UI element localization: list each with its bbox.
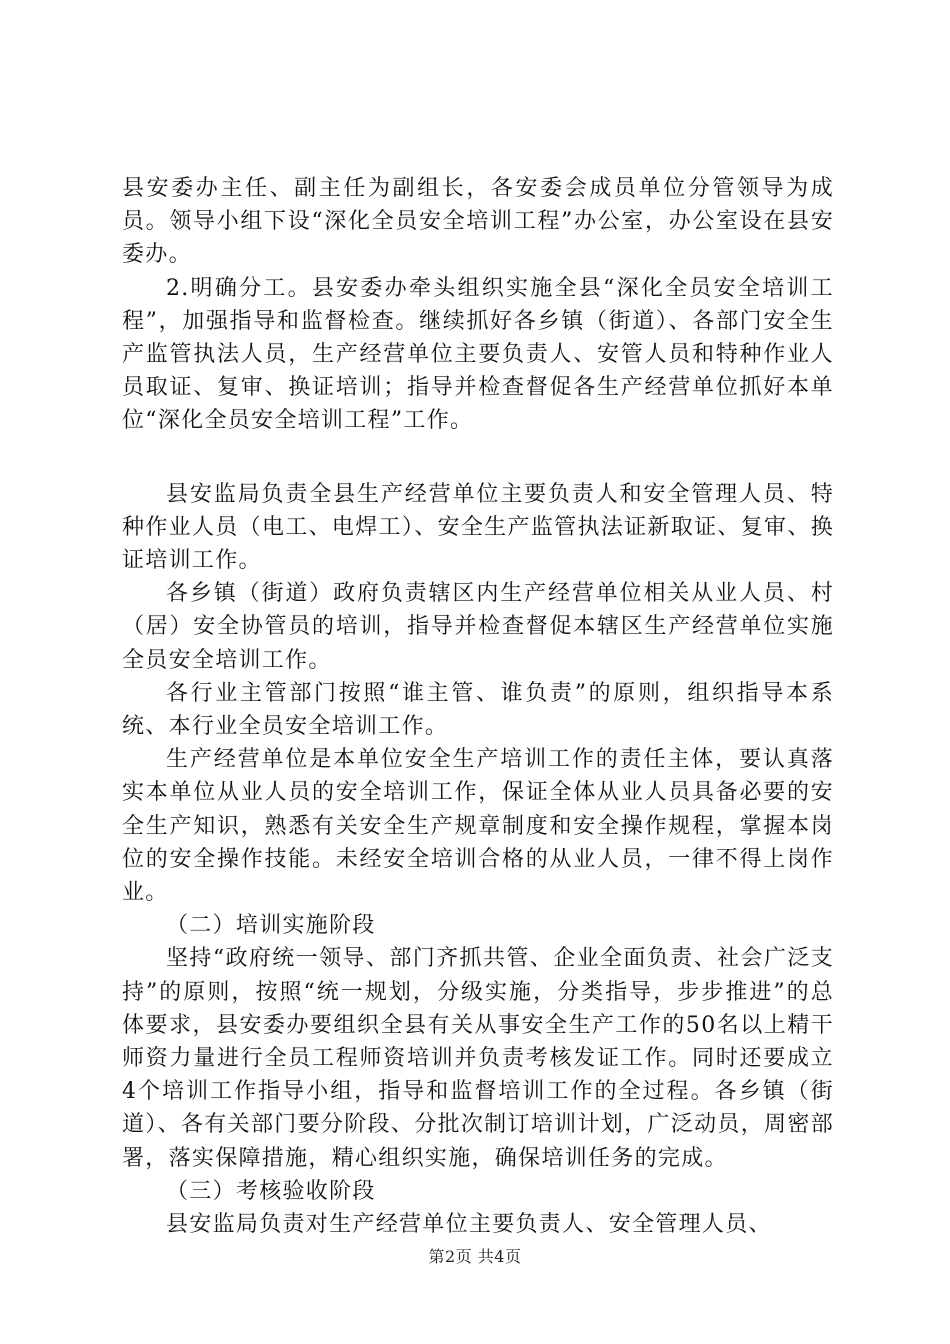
- page-number-footer: 第2页 共4页: [428, 1247, 522, 1266]
- paragraph-industry-department-duties: 各行业主管部门按照“谁主管、谁负责”的原则，组织指导本系统、本行业全员安全培训工作。: [122, 680, 834, 740]
- paragraph-safety-bureau-duties: 县安监局负责全县生产经营单位主要负责人和安全管理人员、特种作业人员（电工、电焊工）、安全生产监管执法证新取证、复审、换证培训工作。: [122, 481, 834, 574]
- paragraph-assessment-acceptance: 县安监局负责对生产经营单位主要负责人、安全管理人员、: [166, 1212, 772, 1238]
- paragraph-leading-group-members: 县安委办主任、副主任为副组长，各安委会成员单位分管领导为成员。领导小组下设“深化全员安全培训工程”办公室，办公室设在县安委办。: [122, 176, 834, 268]
- section-heading-training-implementation: （二）培训实施阶段: [166, 913, 376, 939]
- paragraph-enterprise-responsibility: 生产经营单位是本单位安全生产培训工作的责任主体，要认真落实本单位从业人员的安全培训工作，保证全体从业人员具备必要的安全生产知识，熟悉有关安全生产规章制度和安全操作规程，掌握本岗位的安全操作技能。未经安全培训合格的从业人员，一律不得上岗作业。: [122, 747, 834, 906]
- document-body: [122, 172, 834, 1241]
- paragraph-division-of-labor: 2.明确分工。县安委办牵头组织实施全县“深化全员安全培训工程”，加强指导和监督检查。继续抓好各乡镇（街道）、各部门安全生产监管执法人员，生产经营单位主要负责人、安管人员和特种作业人员取证、复审、换证培训；指导并检查督促各生产经营单位抓好本单位“深化全员安全培训工程”工作。: [122, 275, 834, 434]
- paragraph-township-duties: 各乡镇（街道）政府负责辖区内生产经营单位相关从业人员、村（居）安全协管员的培训，指导并检查督促本辖区生产经营单位实施全员安全培训工作。: [122, 581, 834, 673]
- section-heading-assessment-acceptance: （三）考核验收阶段: [166, 1178, 376, 1204]
- paragraph-training-implementation: 坚持“政府统一领导、部门齐抓共管、企业全面负责、社会广泛支持”的原则，按照“统一规划，分级实施，分类指导，步步推进”的总体要求，县安委办要组织全县有关从事安全生产工作的50名以上精干师资力量进行全员工程师资培训并负责考核发证工作。同时还要成立4个培训工作指导小组，指导和监督培训工作的全过程。各乡镇（街道）、各有关部门要分阶段、分批次制订培训计划，广泛动员，周密部署，落实保障措施，精心组织实施，确保培训任务的完成。: [122, 946, 834, 1171]
